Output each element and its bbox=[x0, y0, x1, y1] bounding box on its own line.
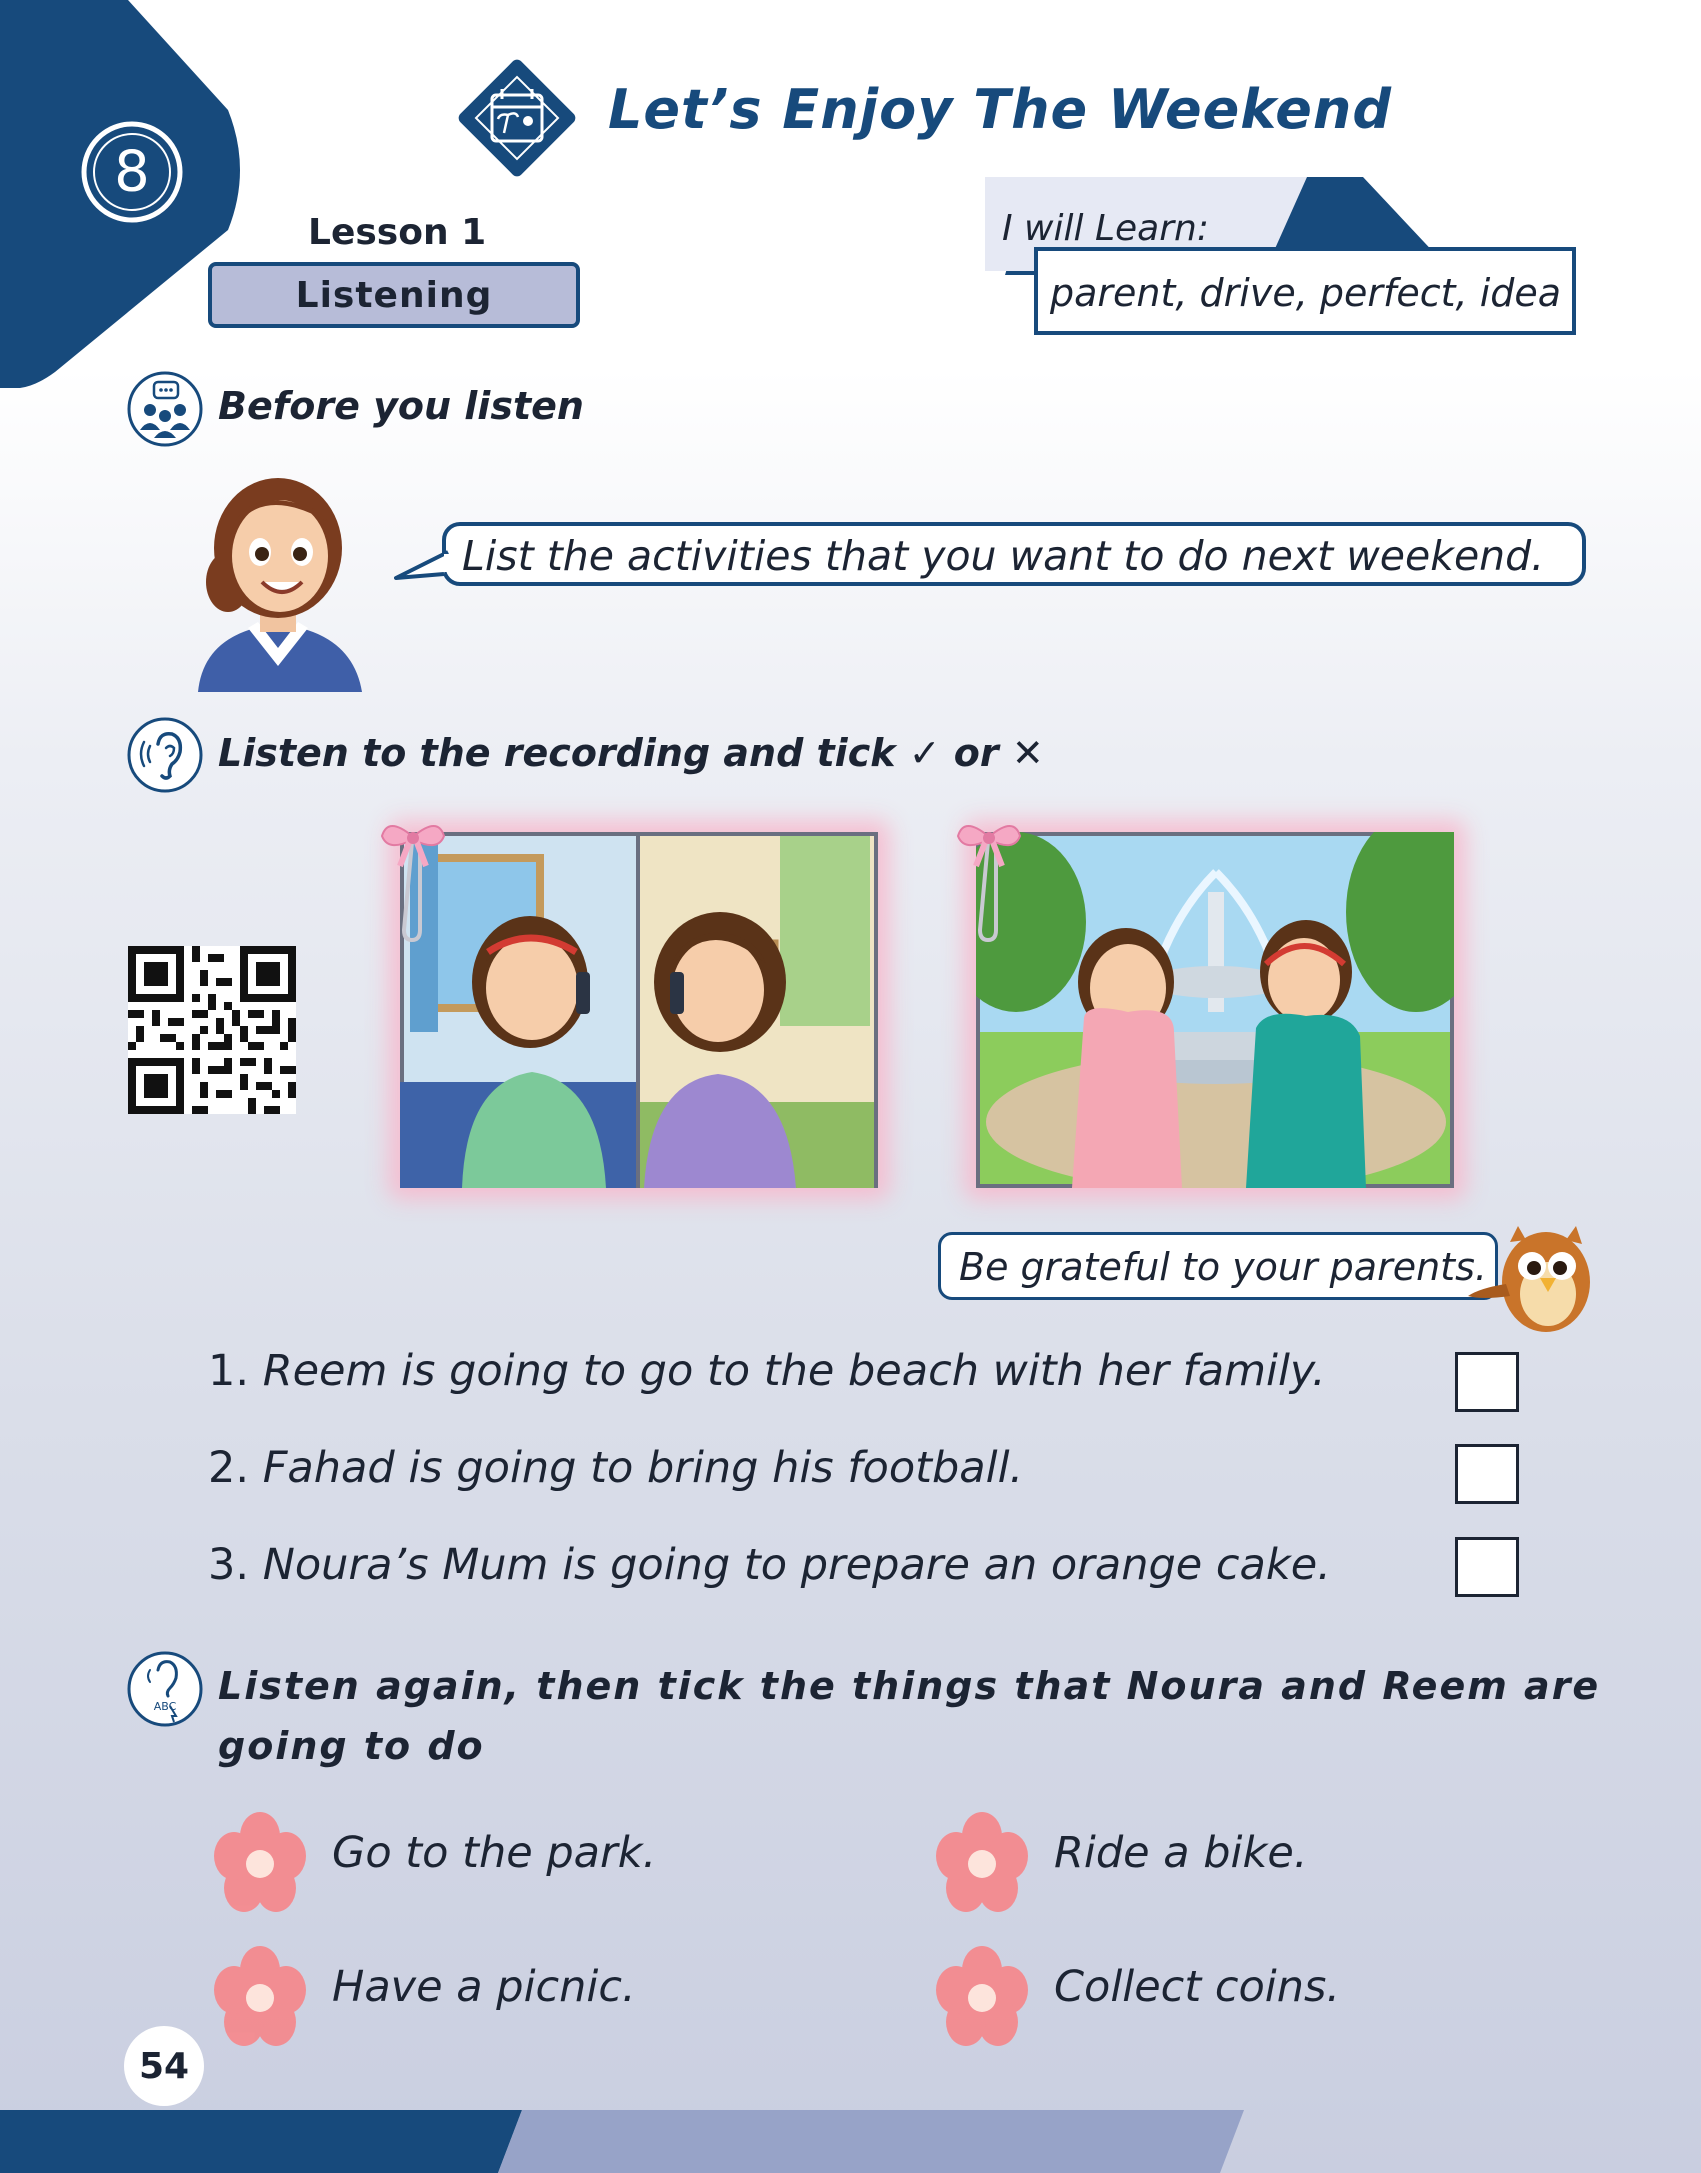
page-title: Let’s Enjoy The Weekend bbox=[608, 78, 1393, 141]
ear-icon bbox=[126, 716, 204, 794]
listen-again-heading-line2: going to do bbox=[218, 1724, 485, 1768]
bow-clip-icon bbox=[954, 812, 1024, 942]
lesson-label: Lesson 1 bbox=[308, 212, 487, 253]
value-message: Be grateful to your parents. bbox=[959, 1245, 1487, 1289]
learn-heading: I will Learn: bbox=[1002, 208, 1209, 249]
teacher-speech-bubble bbox=[442, 522, 1586, 586]
girls-phone-call-illustration bbox=[400, 832, 878, 1188]
option-have-picnic: Have a picnic. bbox=[332, 1962, 636, 2012]
before-listen-prompt: List the activities that you want to do next weekend. bbox=[462, 532, 1545, 580]
qr-code-icon[interactable] bbox=[128, 946, 296, 1114]
tick-box-2[interactable] bbox=[1455, 1444, 1519, 1504]
teacher-illustration bbox=[178, 452, 378, 692]
flower-icon[interactable] bbox=[210, 1946, 310, 2046]
lesson-type-badge bbox=[208, 262, 580, 328]
bow-clip-icon bbox=[378, 812, 448, 942]
flower-icon[interactable] bbox=[210, 1812, 310, 1912]
statement-number: 2. bbox=[208, 1443, 250, 1493]
unit-number: 8 bbox=[114, 139, 150, 205]
flower-icon[interactable] bbox=[932, 1946, 1032, 2046]
before-listen-heading: Before you listen bbox=[218, 384, 584, 428]
learn-words: parent, drive, perfect, idea bbox=[1050, 271, 1562, 315]
phone-call-picture bbox=[400, 832, 878, 1188]
learn-words-box bbox=[1034, 247, 1576, 335]
option-go-to-park: Go to the park. bbox=[332, 1828, 657, 1878]
discussion-icon bbox=[126, 370, 204, 448]
page-number-label: 54 bbox=[138, 2045, 190, 2087]
listen-tick-heading: Listen to the recording and tick ✓ or ✕ bbox=[218, 731, 1044, 775]
statement-text: Reem is going to go to the beach with her family. bbox=[262, 1346, 1326, 1396]
statement-1 bbox=[208, 1346, 1326, 1396]
svg-text:ABC: ABC bbox=[153, 1700, 177, 1713]
statement-3 bbox=[208, 1540, 1331, 1590]
park-walk-picture bbox=[976, 832, 1454, 1188]
flower-icon[interactable] bbox=[932, 1812, 1032, 1912]
option-ride-bike: Ride a bike. bbox=[1054, 1828, 1308, 1878]
tick-box-3[interactable] bbox=[1455, 1537, 1519, 1597]
girls-park-fountain-illustration bbox=[976, 832, 1454, 1188]
lesson-type-label: Listening bbox=[295, 274, 493, 316]
ear-abc-icon bbox=[126, 1650, 204, 1728]
statement-number: 1. bbox=[208, 1346, 250, 1396]
value-message-bubble bbox=[938, 1232, 1498, 1300]
footer-band bbox=[0, 2110, 1701, 2173]
statement-number: 3. bbox=[208, 1540, 250, 1590]
tick-box-1[interactable] bbox=[1455, 1352, 1519, 1412]
page-number bbox=[124, 2026, 204, 2106]
calendar-weekend-icon bbox=[452, 53, 582, 183]
owl-icon bbox=[1466, 1222, 1600, 1336]
statement-text: Noura’s Mum is going to prepare an orange cake. bbox=[262, 1540, 1331, 1590]
option-collect-coins: Collect coins. bbox=[1054, 1962, 1341, 2012]
speech-bubble-tail bbox=[394, 548, 450, 588]
listen-again-heading-line1: Listen again, then tick the things that Noura and Reem are bbox=[218, 1664, 1601, 1708]
statement-2 bbox=[208, 1443, 1023, 1493]
statement-text: Fahad is going to bring his football. bbox=[262, 1443, 1024, 1493]
